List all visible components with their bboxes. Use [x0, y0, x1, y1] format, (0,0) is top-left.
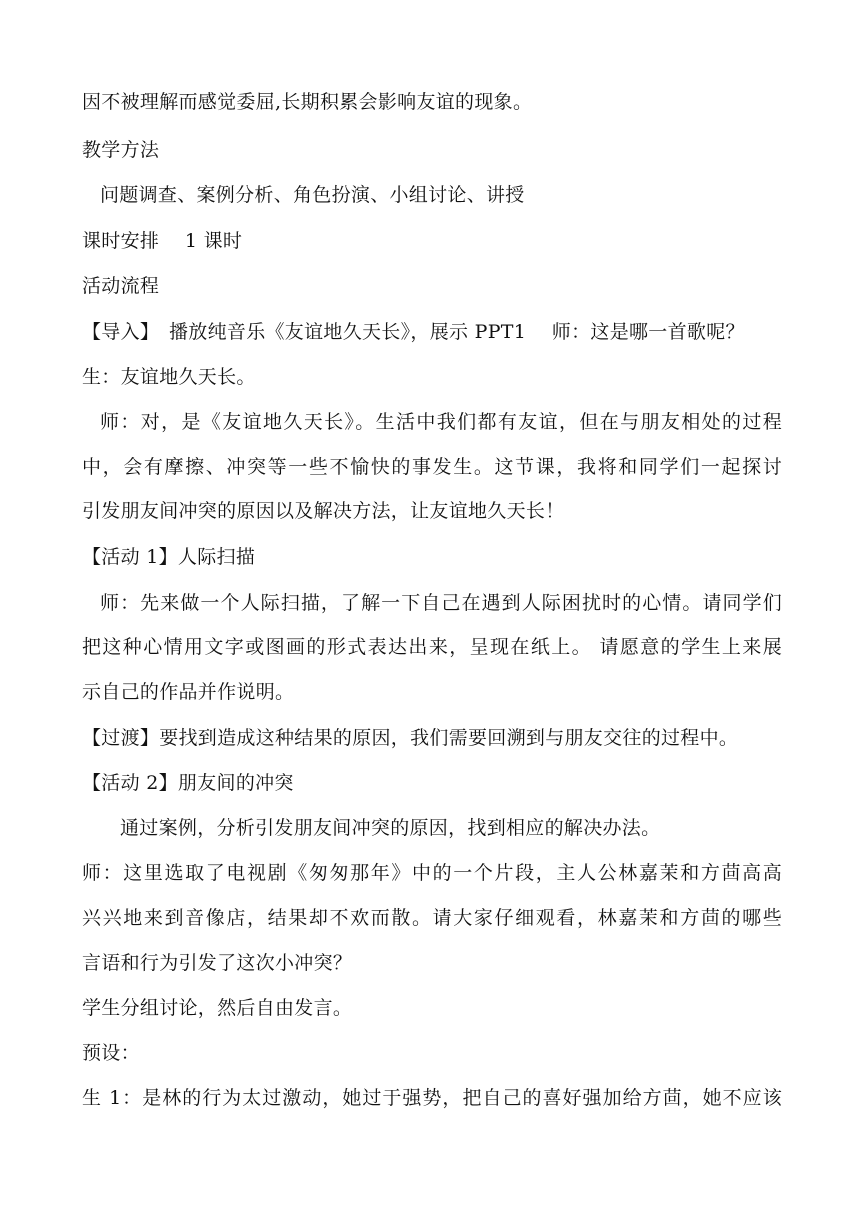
- text-line-preset: 预设：: [82, 1042, 140, 1064]
- text-line-teacher-1: 师：对，是《友谊地久天长》。生活中我们都有友谊，但在与朋友相处的过程: [100, 411, 782, 433]
- heading-teaching-method: 教学方法: [82, 139, 160, 161]
- text-line-intro: 【导入】 播放纯音乐《友谊地久天长》，展示 PPT1 师：这是哪一首歌呢？: [82, 321, 745, 343]
- text-line-teacher-2: 中，会有摩擦、冲突等一些不愉快的事发生。这节课，我将和同学们一起探讨: [82, 456, 782, 478]
- text-line-discussion: 学生分组讨论，然后自由发言。: [82, 997, 353, 1019]
- text-line-activity1-2: 把这种心情用文字或图画的形式表达出来，呈现在纸上。 请愿意的学生上来展: [82, 636, 782, 658]
- text-line-1: 因不被理解而感觉委屈,长期积累会影响友谊的现象。: [82, 91, 533, 113]
- text-line-methods: 问题调查、案例分析、角色扮演、小组讨论、讲授: [100, 184, 525, 206]
- heading-activity-flow: 活动流程: [82, 275, 160, 297]
- text-line-teacher-3: 引发朋友间冲突的原因以及解决方法，让友谊地久天长！: [82, 500, 565, 522]
- heading-activity-2: 【活动 2】朋友间的冲突: [82, 772, 294, 794]
- text-line-activity2-intro: 通过案例，分析引发朋友间冲突的原因，找到相应的解决办法。: [120, 817, 661, 839]
- heading-class-hours: 课时安排 1 课时: [82, 230, 243, 252]
- text-line-activity1-1: 师：先来做一个人际扫描，了解一下自己在遇到人际困扰时的心情。请同学们: [100, 592, 782, 614]
- text-line-student-answer: 生：友谊地久天长。: [82, 366, 256, 388]
- heading-activity-1: 【活动 1】人际扫描: [82, 546, 256, 568]
- text-line-activity2-2: 兴兴地来到音像店，结果却不欢而散。请大家仔细观看，林嘉茉和方茴的哪些: [82, 907, 782, 929]
- text-line-activity2-1: 师：这里选取了电视剧《匆匆那年》中的一个片段，主人公林嘉茉和方茴高高: [82, 862, 782, 884]
- text-line-activity2-3: 言语和行为引发了这次小冲突？: [82, 952, 353, 974]
- text-line-activity1-3: 示自己的作品并作说明。: [82, 681, 295, 703]
- text-line-student-1: 生 1：是林的行为太过激动，她过于强势，把自己的喜好强加给方茴，她不应该: [82, 1087, 782, 1109]
- text-line-transition: 【过渡】要找到造成这种结果的原因，我们需要回溯到与朋友交往的过程中。: [82, 727, 739, 749]
